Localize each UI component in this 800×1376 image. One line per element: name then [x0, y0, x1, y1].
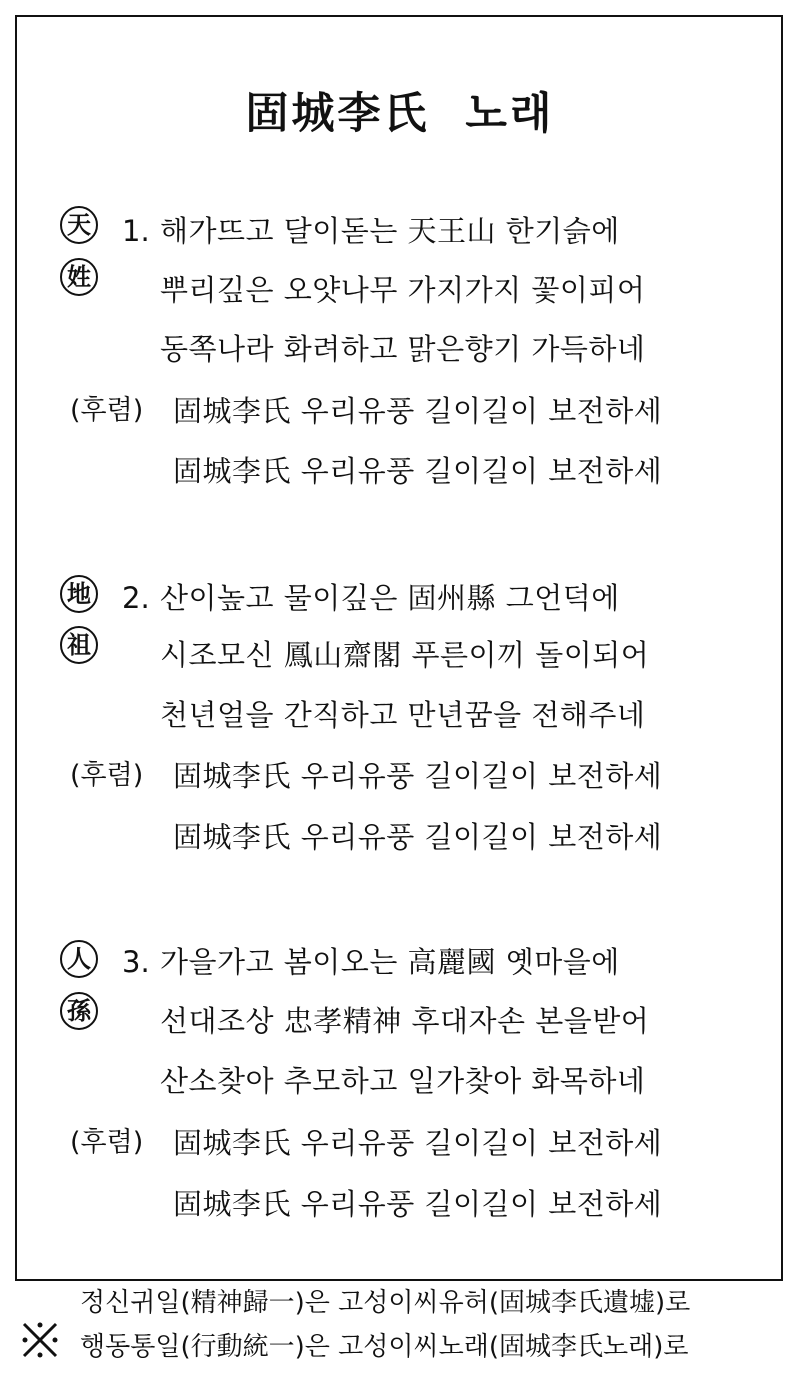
verse-2-badge-bottom: 祖	[60, 626, 98, 664]
verse-2-line-1: 산이높고 물이깊은 固州縣 그언덕에	[160, 581, 620, 615]
verse-1-chorus-line-2: 固城李氏 우리유풍 길이길이 보전하세	[173, 454, 663, 488]
reference-mark-icon	[18, 1318, 62, 1362]
verse-2-line-2: 시조모신 鳳山齋閣 푸른이끼 돌이되어	[160, 638, 650, 672]
verse-3-badge-bottom: 孫	[60, 992, 98, 1030]
verse-3-line-1: 가을가고 봄이오는 高麗國 옛마을에	[160, 945, 620, 979]
verse-2-chorus-line-1: 固城李氏 우리유풍 길이길이 보전하세	[173, 759, 663, 793]
verse-2-line-3: 천년얼을 간직하고 만년꿈을 전해주네	[160, 698, 646, 732]
verse-2-badge-top: 地	[60, 575, 98, 613]
verse-2-chorus-line-2: 固城李氏 우리유풍 길이길이 보전하세	[173, 820, 663, 854]
verse-1-line-3: 동쪽나라 화려하고 맑은향기 가득하네	[160, 332, 646, 366]
footer-note-line-1: 정신귀일(精神歸一)은 고성이씨유허(固城李氏遺墟)로	[80, 1288, 691, 1318]
verse-3-number: 3.	[122, 945, 150, 979]
verse-3-line-3: 산소찾아 추모하고 일가찾아 화목하네	[160, 1064, 646, 1098]
verse-1-chorus-line-1: 固城李氏 우리유풍 길이길이 보전하세	[173, 394, 663, 428]
verse-3-chorus-line-1: 固城李氏 우리유풍 길이길이 보전하세	[173, 1126, 663, 1160]
page-title: 固城李氏 노래	[245, 89, 555, 139]
verse-2-chorus-label: (후렴)	[70, 760, 144, 791]
verse-1-chorus-label: (후렴)	[70, 395, 144, 426]
verse-3-chorus-line-2: 固城李氏 우리유풍 길이길이 보전하세	[173, 1187, 663, 1221]
verse-2-number: 2.	[122, 581, 150, 615]
footer-note-line-2: 행동통일(行動統一)은 고성이씨노래(固城李氏노래)로	[80, 1332, 689, 1362]
verse-1-badge-bottom: 姓	[60, 258, 98, 296]
verse-1-line-2: 뿌리깊은 오얏나무 가지가지 꽃이피어	[160, 273, 646, 307]
verse-3-badge-top: 人	[60, 940, 98, 978]
verse-3-chorus-label: (후렴)	[70, 1127, 144, 1158]
verse-1-line-1: 해가뜨고 달이돋는 天王山 한기슭에	[160, 214, 620, 248]
verse-1-badge-top: 天	[60, 206, 98, 244]
verse-1-number: 1.	[122, 214, 150, 248]
verse-3-line-2: 선대조상 忠孝精神 후대자손 본을받어	[160, 1004, 650, 1038]
